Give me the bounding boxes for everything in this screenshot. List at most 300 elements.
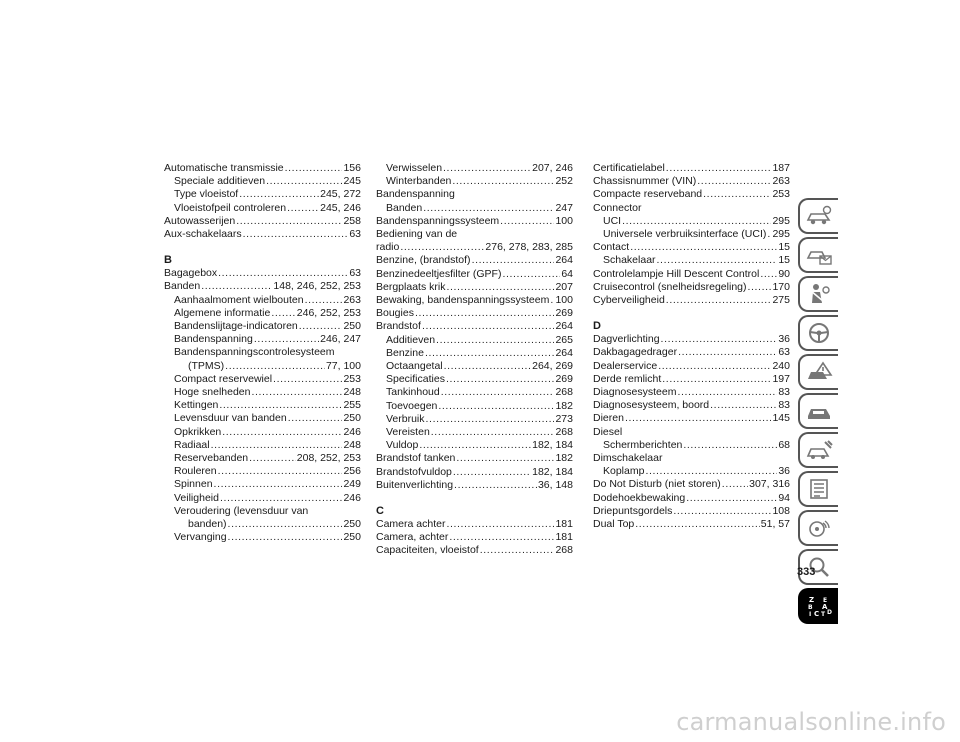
index-entry[interactable]: [376, 360, 573, 373]
svg-text:D: D: [827, 609, 832, 616]
tab-maintenance[interactable]: [798, 432, 838, 468]
index-entry-pages[interactable]: 83: [778, 399, 790, 412]
index-entry-term: banden): [188, 518, 227, 531]
index-entry-pages[interactable]: 273: [555, 412, 573, 425]
index-entry-pages[interactable]: 15: [778, 254, 790, 267]
index-entry[interactable]: [376, 386, 573, 399]
svg-text:C: C: [814, 610, 820, 617]
index-entry[interactable]: [164, 188, 361, 201]
index-entry-term: Aux-schakelaars: [164, 228, 242, 241]
index-entry[interactable]: [593, 360, 790, 373]
dot-leader: [710, 399, 777, 412]
dot-leader: [305, 294, 343, 307]
index-entry-term: Autowasserijen: [164, 214, 236, 227]
index-entry-term: Bandenspanningssysteem: [376, 214, 500, 227]
index-entry[interactable]: [593, 373, 790, 386]
index-entry-pages[interactable]: 265: [555, 333, 573, 346]
index-entry[interactable]: [593, 346, 790, 359]
dot-leader: [666, 162, 772, 175]
index-entry-pages[interactable]: 295: [772, 214, 790, 227]
index-entry-term: Bagagebox: [164, 267, 218, 280]
index-entry-term: Certificatielabel: [593, 162, 665, 174]
index-entry-term: UCI: [603, 214, 622, 227]
dot-leader: [243, 228, 349, 241]
index-entry-pages[interactable]: 90: [778, 267, 790, 280]
dot-leader: [686, 492, 777, 505]
car-service-icon: [805, 400, 833, 422]
index-entry[interactable]: [164, 175, 361, 188]
index-entry-term: Benzine: [386, 346, 424, 359]
index-entry[interactable]: [593, 412, 790, 425]
index-entry[interactable]: [376, 241, 573, 254]
index-entry-term: Vuldop: [386, 439, 419, 452]
index-entry-term: Hoge snelheden: [174, 386, 251, 399]
dot-leader: [453, 466, 531, 479]
index-entry[interactable]: [164, 267, 361, 280]
index-entry[interactable]: [376, 307, 573, 320]
index-entry-pages[interactable]: 246, 247: [320, 333, 361, 346]
index-entry[interactable]: [376, 479, 573, 492]
dot-leader: [273, 373, 342, 386]
index-entry[interactable]: [593, 492, 790, 505]
index-entry[interactable]: [376, 215, 573, 228]
index-entry-pages[interactable]: 170: [772, 280, 790, 293]
index-entry-pages[interactable]: 264, 269: [532, 360, 573, 373]
index-entry-term: Speciale additieven: [174, 175, 266, 188]
index-entry[interactable]: [376, 175, 573, 188]
index-entry[interactable]: [593, 215, 790, 228]
dot-leader: [254, 333, 319, 346]
index-entry-term: Bergplaats krik: [376, 280, 446, 293]
index-entry[interactable]: [376, 334, 573, 347]
index-entry-pages[interactable]: 240: [772, 359, 790, 372]
index-entry-pages[interactable]: 15: [778, 241, 790, 254]
index-letter-heading: C: [376, 505, 384, 518]
dot-leader: [419, 439, 531, 452]
dot-leader: [225, 360, 325, 373]
dot-leader: [703, 188, 771, 201]
dot-leader: [748, 281, 772, 294]
index-entry-pages[interactable]: 36, 148: [537, 478, 573, 491]
index-entry-pages[interactable]: 182: [555, 399, 573, 412]
index-entry-pages[interactable]: 252: [555, 175, 573, 188]
index-entry[interactable]: [593, 333, 790, 346]
dot-leader: [658, 360, 771, 373]
index-entry[interactable]: [593, 386, 790, 399]
index-entry[interactable]: [164, 373, 361, 386]
index-entry-pages[interactable]: 248: [343, 438, 361, 451]
index-entry-term: Kettingen: [174, 399, 219, 412]
index-entry-term: Aanhaalmoment wielbouten: [174, 293, 304, 306]
index-entry-term: Compacte reserveband: [593, 188, 703, 201]
dot-leader: [472, 254, 555, 267]
dot-leader: [431, 426, 555, 439]
index-entry-term: Reservebanden: [174, 452, 249, 465]
index-entry[interactable]: [164, 228, 361, 241]
index-entry-pages[interactable]: 250: [343, 518, 361, 531]
index-entry[interactable]: [376, 162, 573, 175]
index-entry-term: Dieren: [593, 412, 624, 425]
dot-leader: [423, 202, 554, 215]
index-entry[interactable]: [376, 294, 573, 307]
index-entry[interactable]: [376, 268, 573, 281]
index-entry-pages[interactable]: 77, 100: [325, 359, 361, 372]
index-entry-pages[interactable]: 36: [778, 465, 790, 478]
index-entry[interactable]: [164, 426, 361, 439]
dot-leader: [760, 268, 777, 281]
index-entry-term: Verwisselen: [386, 162, 443, 174]
tab-car-info[interactable]: [798, 198, 838, 234]
index-entry-pages[interactable]: 156: [343, 162, 361, 174]
index-entry[interactable]: [164, 202, 361, 215]
dot-leader: [288, 412, 343, 425]
index-entry-pages[interactable]: 268: [555, 386, 573, 399]
index-entry[interactable]: [164, 333, 361, 346]
index-entry-pages[interactable]: 250: [343, 412, 361, 425]
index-entry-pages[interactable]: 263: [343, 293, 361, 306]
index-entry-pages[interactable]: 246: [343, 491, 361, 504]
index-entry-term: Vereisten: [386, 426, 430, 439]
index-entry-pages[interactable]: 63: [778, 346, 790, 359]
index-entry-term: (TPMS): [188, 359, 225, 372]
dot-leader: [426, 413, 555, 426]
index-entry[interactable]: [164, 492, 361, 505]
index-entry-pages[interactable]: 207: [555, 280, 573, 293]
svg-text:I: I: [809, 611, 812, 617]
tab-multimedia[interactable]: [798, 510, 838, 546]
index-entry[interactable]: [376, 452, 573, 465]
index-entry[interactable]: [593, 465, 790, 478]
dot-leader: [673, 505, 771, 518]
index-entry[interactable]: [376, 254, 573, 267]
dot-leader: [722, 478, 748, 491]
index-entry-pages[interactable]: 255: [343, 399, 361, 412]
dot-leader: [480, 544, 555, 557]
index-entry-term: Spinnen: [174, 478, 213, 491]
index-entry[interactable]: [376, 413, 573, 426]
index-entry-term: Diagnosesysteem: [593, 386, 677, 399]
index-entry-pages[interactable]: 253: [343, 372, 361, 385]
dot-leader: [285, 162, 343, 175]
dot-leader: [441, 386, 555, 399]
index-entry-term: Dakbagagedrager: [593, 346, 678, 359]
index-entry-heading: Veroudering (levensduur van: [174, 504, 309, 517]
dot-leader: [446, 518, 554, 531]
index-entry[interactable]: [164, 412, 361, 425]
dot-leader: [214, 478, 343, 491]
index-entry-pages[interactable]: 182: [555, 452, 573, 465]
dot-leader: [500, 215, 554, 228]
index-entry-pages[interactable]: 245, 272: [320, 188, 361, 201]
dot-leader: [661, 333, 778, 346]
dot-leader: [228, 531, 343, 544]
index-entry-term: Verbruik: [386, 412, 425, 425]
index-entry-term: Levensduur van banden: [174, 412, 287, 425]
index-entry-pages[interactable]: 295: [772, 228, 790, 241]
dot-leader: [228, 518, 343, 531]
index-entry[interactable]: [593, 505, 790, 518]
index-entry-term: Specificaties: [386, 373, 445, 386]
dot-leader: [645, 465, 777, 478]
dot-leader: [622, 215, 771, 228]
dot-leader: [266, 175, 342, 188]
index-entry[interactable]: [164, 162, 361, 175]
index-entry-pages[interactable]: 250: [343, 320, 361, 333]
dot-leader: [271, 307, 295, 320]
index-entry-pages[interactable]: 208, 252, 253: [296, 452, 361, 465]
index-entry[interactable]: [164, 478, 361, 491]
index-entry[interactable]: [593, 294, 790, 307]
tab-index[interactable]: [798, 588, 838, 624]
index-entry-pages[interactable]: 63: [349, 267, 361, 280]
index-entry-term: Derde remlicht: [593, 372, 662, 385]
index-entry-term: Banden: [386, 201, 423, 214]
index-entry-term: Tankinhoud: [386, 386, 440, 399]
index-entry[interactable]: [164, 452, 361, 465]
dot-leader: [239, 188, 319, 201]
dot-leader: [287, 202, 319, 215]
dot-leader: [550, 294, 554, 307]
index-entry-term: Camera, achter: [376, 531, 449, 544]
dot-leader: [657, 254, 778, 267]
index-entry[interactable]: [164, 280, 361, 293]
watermark-footer: carmanualsonline.info: [676, 708, 946, 736]
tab-emergency[interactable]: [798, 354, 838, 390]
index-entry-term: Controlelampje Hill Descent Control: [593, 267, 760, 280]
index-entry-term: Brandstof tanken: [376, 452, 456, 465]
index-entry-heading: Diesel: [593, 425, 623, 438]
index-entry-term: Bougies: [376, 307, 414, 320]
car-info-icon: [805, 205, 833, 227]
wrench-car-icon: [805, 439, 833, 461]
index-entry-term: Dealerservice: [593, 359, 658, 372]
dot-leader: [211, 439, 343, 452]
index-entry-term: Driepuntsgordels: [593, 504, 673, 517]
index-entry-pages[interactable]: 269: [555, 373, 573, 386]
index-entry[interactable]: [376, 439, 573, 452]
index-entry-term: Benzinedeeltjesfilter (GPF): [376, 267, 502, 280]
specifications-list-icon: [805, 478, 833, 500]
warning-car-icon: [805, 361, 833, 383]
index-entry-pages[interactable]: 68: [778, 438, 790, 451]
dot-leader: [449, 531, 554, 544]
index-entry-pages[interactable]: 253: [772, 188, 790, 201]
index-entry-term: Algemene informatie: [174, 306, 271, 319]
index-entry[interactable]: [593, 228, 790, 241]
dot-leader: [454, 479, 537, 492]
index-entry-pages[interactable]: 258: [343, 214, 361, 227]
index-entry[interactable]: [376, 426, 573, 439]
dot-leader: [425, 347, 555, 360]
index-entry-term: radio: [376, 241, 400, 254]
index-entry-pages[interactable]: 248: [343, 386, 361, 399]
index-entry[interactable]: [593, 254, 790, 267]
index-entry-term: Bandenslijtage-indicatoren: [174, 320, 298, 333]
index-entry[interactable]: [164, 320, 361, 333]
index-entry-term: Dagverlichting: [593, 333, 660, 346]
index-entry-term: Veiligheid: [174, 491, 219, 504]
index-entry[interactable]: [376, 518, 573, 531]
index-entry[interactable]: [376, 531, 573, 544]
tab-safety[interactable]: [798, 276, 838, 312]
dot-leader: [251, 386, 342, 399]
index-entry[interactable]: [376, 202, 573, 215]
index-entry[interactable]: [593, 281, 790, 294]
index-entry[interactable]: [376, 544, 573, 557]
index-entry-pages[interactable]: 245, 246: [320, 201, 361, 214]
index-entry-pages[interactable]: 268: [555, 544, 573, 557]
index-entry-term: Winterbanden: [386, 175, 452, 188]
index-entry-pages[interactable]: 145: [772, 412, 790, 425]
index-entry-term: Vervanging: [174, 531, 227, 544]
index-entry-term: Opkrikken: [174, 425, 222, 438]
index-entry-pages[interactable]: 207, 246: [532, 162, 573, 174]
index-entry-pages[interactable]: 36: [778, 333, 790, 346]
index-entry-term: Chassisnummer (VIN): [593, 175, 697, 188]
index-entry-pages[interactable]: 307, 316: [749, 478, 790, 491]
tab-service[interactable]: [798, 393, 838, 429]
index-entry[interactable]: [164, 439, 361, 452]
svg-text:T: T: [821, 611, 826, 617]
dot-leader: [219, 399, 342, 412]
index-entry-pages[interactable]: 245: [343, 175, 361, 188]
index-entry-pages[interactable]: 182, 184: [532, 439, 573, 452]
index-entry-pages[interactable]: 187: [772, 162, 790, 174]
index-entry-term: Schermberichten: [603, 438, 683, 451]
index-entry[interactable]: [376, 347, 573, 360]
dot-leader: [236, 215, 342, 228]
index-entry[interactable]: [593, 188, 790, 201]
index-entry-term: Vloeistofpeil controleren: [174, 201, 287, 214]
svg-text:A: A: [822, 603, 828, 611]
index-entry-term: Capaciteiten, vloeistof: [376, 544, 479, 557]
index-entry-pages[interactable]: 63: [349, 228, 361, 241]
index-column-1: [164, 162, 361, 544]
index-letter-heading: B: [164, 254, 172, 267]
index-entry-term: Octaangetal: [386, 360, 443, 373]
index-entry-pages[interactable]: 256: [343, 465, 361, 478]
index-entry[interactable]: [593, 268, 790, 281]
index-entry-pages[interactable]: 246, 252, 253: [296, 306, 361, 319]
dot-leader: [443, 162, 531, 175]
index-entry-term: Compact reservewiel: [174, 372, 273, 385]
index-entry-term: Bandenspanning: [174, 333, 253, 346]
tab-specifications[interactable]: [798, 471, 838, 507]
dot-leader: [666, 294, 772, 307]
index-entry-term: Dual Top: [593, 518, 635, 531]
index-entry[interactable]: [164, 518, 361, 531]
dot-leader: [452, 175, 554, 188]
index-entry-pages[interactable]: 247: [555, 201, 573, 214]
index-entry[interactable]: [593, 162, 790, 175]
index-entry[interactable]: [164, 386, 361, 399]
index-entry[interactable]: [376, 320, 573, 333]
index-entry-term: Camera achter: [376, 518, 446, 531]
index-entry-pages[interactable]: 268: [555, 426, 573, 439]
dot-leader: [697, 175, 771, 188]
index-entry-pages[interactable]: 275: [772, 294, 790, 307]
index-entry[interactable]: [376, 400, 573, 413]
tab-driving[interactable]: [798, 315, 838, 351]
dot-leader: [502, 268, 560, 281]
index-entry-pages[interactable]: 182, 184: [532, 465, 573, 478]
index-entry-term: Diagnosesysteem, boord: [593, 399, 710, 412]
index-entry-pages[interactable]: 83: [778, 386, 790, 399]
steering-wheel-icon: [805, 322, 833, 344]
chapter-tabs: [798, 198, 842, 627]
index-entry-pages[interactable]: 264: [555, 346, 573, 359]
index-entry-pages[interactable]: 51, 57: [760, 518, 790, 531]
index-entry-pages[interactable]: 246: [343, 425, 361, 438]
index-entry[interactable]: [593, 478, 790, 491]
index-entry-pages[interactable]: 64: [561, 267, 573, 280]
index-entry-pages[interactable]: 263: [772, 175, 790, 188]
index-entry-pages[interactable]: 269: [555, 307, 573, 320]
dot-leader: [422, 320, 555, 333]
index-entry-term: Cyberveiligheid: [593, 294, 665, 307]
index-entry-pages[interactable]: 94: [778, 491, 790, 504]
dot-leader: [767, 228, 771, 241]
index-entry-pages[interactable]: 148, 246, 252, 253: [273, 280, 361, 293]
index-entry[interactable]: [593, 175, 790, 188]
index-entry-pages[interactable]: 100: [555, 294, 573, 307]
index-entry[interactable]: [164, 215, 361, 228]
index-entry-term: Bewaking, bandenspanningssysteem: [376, 294, 550, 307]
index-entry-pages[interactable]: 264: [555, 254, 573, 267]
index-entry[interactable]: [376, 373, 573, 386]
dot-leader: [635, 518, 760, 531]
dot-leader: [446, 281, 554, 294]
index-entry-pages[interactable]: 264: [555, 320, 573, 333]
index-entry[interactable]: [164, 531, 361, 544]
dot-leader: [444, 360, 532, 373]
index-entry[interactable]: [593, 241, 790, 254]
index-entry-pages[interactable]: 197: [772, 372, 790, 385]
index-entry-term: Universele verbruiksinterface (UCI): [603, 228, 767, 241]
tab-car-mail[interactable]: [798, 237, 838, 273]
dot-leader: [438, 400, 554, 413]
index-entry[interactable]: [376, 466, 573, 479]
index-entry-pages[interactable]: 181: [555, 531, 573, 544]
index-entry[interactable]: [164, 465, 361, 478]
index-entry-pages[interactable]: 181: [555, 518, 573, 531]
index-entry[interactable]: [164, 399, 361, 412]
index-entry-pages[interactable]: 100: [555, 214, 573, 227]
index-entry[interactable]: [376, 281, 573, 294]
index-entry[interactable]: [164, 307, 361, 320]
svg-text:E: E: [823, 597, 828, 604]
index-entry-term: Contact: [593, 241, 630, 254]
index-entry-pages[interactable]: 108: [772, 504, 790, 517]
index-entry-pages[interactable]: 250: [343, 531, 361, 544]
dot-leader: [220, 492, 343, 505]
dot-leader: [683, 439, 777, 452]
dot-leader: [662, 373, 771, 386]
index-entry-pages[interactable]: 276, 278, 283, 285: [485, 241, 573, 254]
dot-leader: [249, 452, 296, 465]
index-entry[interactable]: [164, 294, 361, 307]
index-entry[interactable]: [593, 518, 790, 531]
index-entry-heading: Bediening van de: [376, 228, 458, 241]
index-entry[interactable]: [593, 439, 790, 452]
page-number: 333: [797, 566, 816, 578]
index-entry-pages[interactable]: 249: [343, 478, 361, 491]
index-entry-term: Radiaal: [174, 438, 210, 451]
dot-leader: [415, 307, 555, 320]
index-entry[interactable]: [164, 360, 361, 373]
index-entry-heading: Dimschakelaar: [593, 452, 663, 465]
index-entry[interactable]: [593, 399, 790, 412]
